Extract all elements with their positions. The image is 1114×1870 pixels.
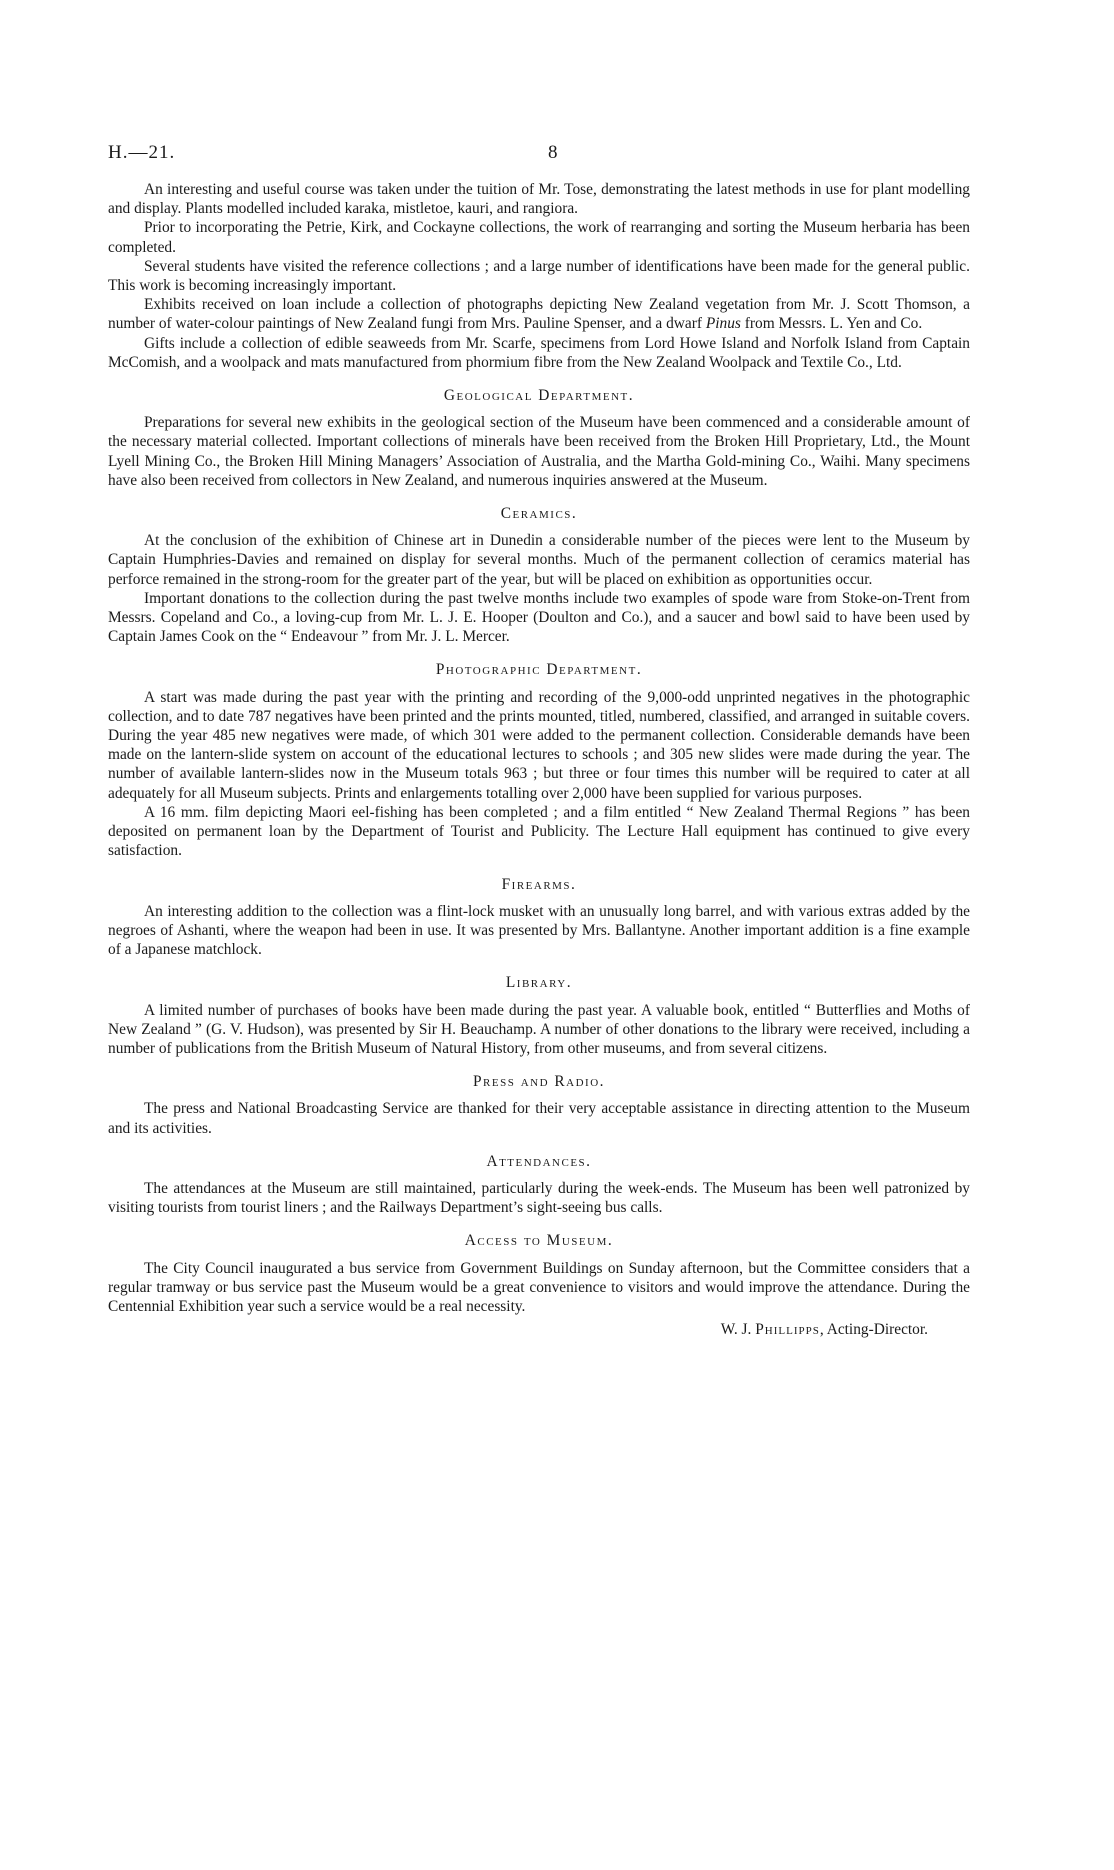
heading-access-to-museum: Access to Museum. — [464, 1232, 614, 1250]
paragraph-ceramics-exhibition: At the conclusion of the exhibition of Chinese art in Dunedin a considerable number of the pieces were lent to the Museum by Captain Humphries-Davies and remained on display for several months. Much of the permanent collection of ceramics material has perforce remained in the strong-room for the greater part of the year, but will be placed on exhibition as opportunities occur. — [108, 532, 970, 588]
paragraph-access-to-museum: The City Council inaugurated a bus service from Government Buildings on Sunday afternoon, but the Committee considers that a regular tramway or bus service past the Museum would be a great convenience to visitors and would improve the attendance. During the Centennial Exhibition year such a service would be a real necessity. — [108, 1259, 970, 1315]
heading-geological-department: Geological Department. — [443, 387, 635, 405]
paragraph-photographic-film: A 16 mm. film depicting Maori eel-fishing has been completed ; and a film entitled “ New Zealand Thermal Regions ” has been deposited on permanent loan by the Department of Tourist and Publicity. The Lecture Hall equipment has continued to give every satisfaction. — [108, 803, 970, 860]
heading-photographic-department: Photographic Department. — [435, 661, 643, 679]
paragraph-photographic-negatives: A start was made during the past year with the printing and recording of the 9,000-odd unprinted negatives in the photographic collection, and to date 787 negatives have been printed and the prints mounted, titled, numbered, classified, and arranged in suitable covers. During the year 485 new negatives were made, of which 301 were added to the permanent collection. Considerable demands have been made on the lantern-slide system on account of the educational lectures to schools ; and 305 new slides were made during the year. The number of available lantern-slides now in the Museum totals 963 ; but three or four times this number will be required to cater at all adequately for all Museum subjects. Prints and enlargements totalling over 2,000 have been supplied for various purposes. — [108, 688, 970, 802]
heading-press-and-radio: Press and Radio. — [473, 1073, 605, 1091]
paragraph-plant-modelling: An interesting and useful course was taken under the tuition of Mr. Tose, demonstrating the latest methods in use for plant modelling and display. Plants modelled included karaka, mistletoe, kauri, and rangiora. — [108, 181, 970, 218]
paragraph-reference-collections: Several students have visited the reference collections ; and a large number of identifications have been made for the general public. This work is becoming increasingly important. — [108, 257, 970, 295]
report-body — [108, 180, 970, 1339]
signature-initials: W. J. — [720, 1321, 756, 1339]
paragraph-firearms: An interesting addition to the collection was a flint-lock musket with an unusually long barrel, and with various extras added by the negroes of Ashanti, where the weapon had been in use. It was presented by Mrs. Ballantyne. Another important addition is a fine example of a Japanese matchlock. — [108, 902, 970, 959]
signature-title: , Acting-Director. — [819, 1321, 928, 1339]
signature-surname: Phillipps — [755, 1321, 820, 1339]
paragraph-herbaria: Prior to incorporating the Petrie, Kirk, and Cockayne collections, the work of rearranging and sorting the Museum herbaria has been completed. — [108, 219, 970, 256]
heading-ceramics: Ceramics. — [500, 505, 578, 523]
heading-library: Library. — [505, 974, 573, 992]
paragraph-geological: Preparations for several new exhibits in the geological section of the Museum have been commenced and a considerable amount of the necessary material collected. Important collections of minerals have been received from the Broken Hill Proprietary, Ltd., the Mount Lyell Mining Co., the Broken Hill Mining Managers’ Association of Australia, and the Martha Gold-mining Co., Waihi. Many specimens have also been received from collectors in New Zealand, and numerous inquiries answered at the Museum. — [108, 414, 970, 489]
paragraph-ceramics-donations: Important donations to the collection during the past twelve months include two examples of spode ware from Stoke-on-Trent from Messrs. Copeland and Co., a loving-cup from Mr. L. J. E. Hooper (Doulton and Co.), and a saucer and bowl said to have been used by Captain James Cook on the “ Endeavour ” from Mr. J. L. Mercer. — [108, 589, 970, 646]
paragraph-gifts: Gifts include a collection of edible seaweeds from Mr. Scarfe, specimens from Lord Howe Island and Norfolk Island from Captain McComish, and a woolpack and mats manufactured from phormium fibre from the New Zealand Woolpack and Textile Co., Ltd. — [108, 334, 970, 371]
heading-firearms: Firearms. — [501, 875, 577, 893]
paragraph-library: A limited number of purchases of books have been made during the past year. A valuable book, entitled “ Butterflies and Moths of New Zealand ” (G. V. Hudson), was presented by Sir H. Beauchamp. A number of other donations to the library were received, including a number of publications from the British Museum of Natural History, from other museums, and from several citizens. — [108, 1001, 970, 1057]
paragraph-press-and-radio: The press and National Broadcasting Service are thanked for their very acceptable assistance in directing attention to the Museum and its activities. — [108, 1100, 970, 1137]
italic-pinus: Pinus — [705, 315, 741, 333]
report-code: H.—21. — [108, 142, 176, 163]
signature — [108, 1320, 970, 1339]
page-number: 8 — [548, 142, 559, 163]
paragraph-attendances: The attendances at the Museum are still maintained, particularly during the week-ends. The Museum has been well patronized by visiting tourists from tourist liners ; and the Railways Department’s sight-seeing bus calls. — [108, 1179, 970, 1217]
heading-attendances: Attendances. — [486, 1152, 592, 1170]
paragraph-exhibits-on-loan: Exhibits received on loan include a collection of photographs depicting New Zealand vegetation from Mr. J. Scott Thomson, a number of water-colour paintings of New Zealand fungi from Mrs. Pauline Spenser, and a dwarf Pinus from Messrs. L. Yen and Co. — [108, 296, 970, 333]
